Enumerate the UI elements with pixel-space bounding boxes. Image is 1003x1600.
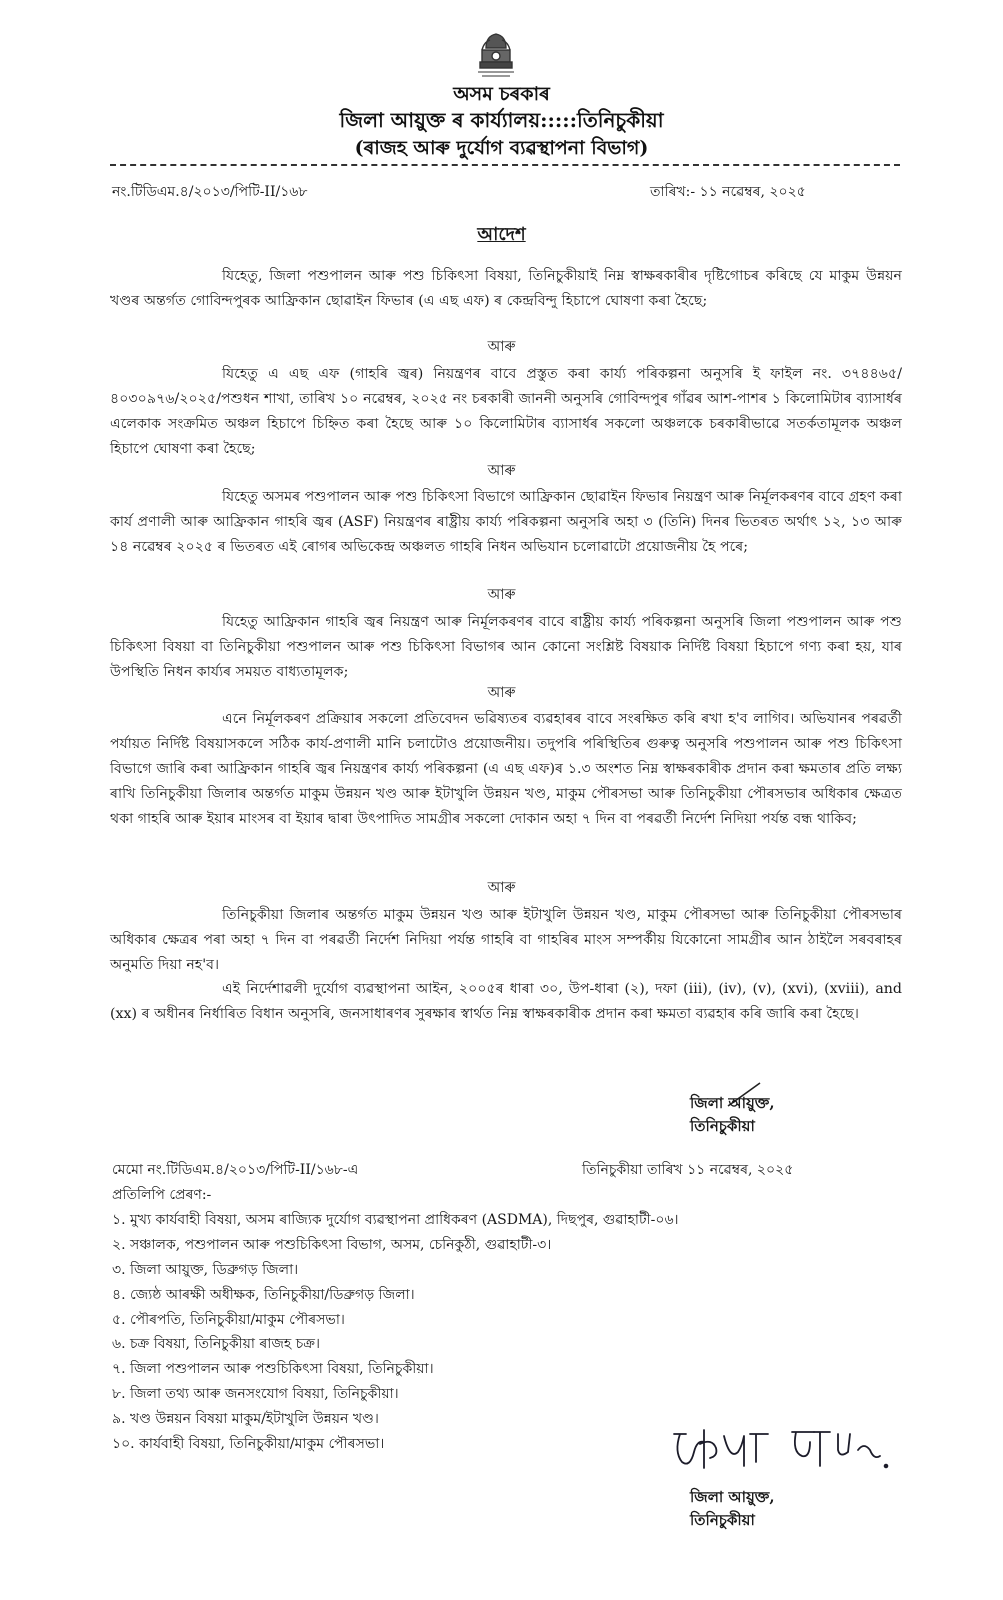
memo-number: মেমো নং.টিডিএম.৪/২০১৩/পিটি-II/১৬৮-এ [112, 1162, 359, 1178]
state-emblem-icon [470, 26, 522, 82]
conjunction-5: আৰু [487, 880, 516, 896]
list-item: ৯. খণ্ড উন্নয়ন বিষয়া মাকুম/ইটাখুলি উন্নয়ন খণ্ড। [112, 1411, 379, 1428]
list-item: ১০. কাৰ্যবাহী বিষয়া, তিনিচুকীয়া/মাকুম পৌৰসভা। [112, 1436, 385, 1453]
signatory-place: তিনিচুকীয়া [690, 1117, 755, 1135]
paragraph-4: যিহেতু আফ্ৰিকান গাহৰি জ্বৰ নিয়ন্ত্ৰণ আৰু নিৰ্মূলকৰণৰ বাবে ৰাষ্ট্ৰীয় কাৰ্য্য পৰিকল্পনা অনুসৰি জিলা পশুপালন আৰু পশু চিকিৎসা বিষয়া বা তিনিচুকীয়া পশুপালন আৰু পশু চিকিৎসা বিভাগৰ আন কোনো সংশ্লিষ্ট বিষয়াক নিৰ্দিষ্ট বিষয়া হিচাপে গণ্য কৰা হয়, যাৰ উপস্থিতি নিধন কাৰ্য্যৰ সময়ত বাধ্যতামূলক; [110, 614, 902, 680]
list-item: ২. সঞ্চালক, পশুপালন আৰু পশুচিকিৎসা বিভাগ, অসম, চেনিকুঠী, গুৱাহাটী-৩। [112, 1236, 552, 1253]
list-item: ৩. জিলা আয়ুক্ত, ডিব্ৰুগড় জিলা। [112, 1261, 299, 1278]
list-item: ৬. চক্ৰ বিষয়া, তিনিচুকীয়া ৰাজহ চক্ৰ। [112, 1336, 320, 1353]
copy-to-title: প্ৰতিলিপি প্ৰেৰণ:- [112, 1187, 212, 1203]
paragraph-7: এই নিৰ্দেশাৱলী দুৰ্যোগ ব্যৱস্থাপনা আইন, ২০০৫ৰ ধাৰা ৩০, উপ-ধাৰা (২), দফা (iii), (iv), (v), (xvi), (xviii), and (xx) ৰ অধীনৰ নিৰ্ধাৰিত বিধান অনুসৰি, জনসাধাৰণৰ সুৰক্ষাৰ স্বাৰ্থত নিম্ন স্বাক্ষৰকাৰীক প্ৰদান কৰা ক্ষমতা ব্যৱহাৰ কৰি জাৰি কৰা হৈছে। [110, 981, 902, 1022]
header-divider [110, 164, 900, 166]
reference-number: নং.টিডিএম.৪/২০১৩/পিটি-II/১৬৮ [112, 184, 308, 200]
handwritten-signature [664, 1422, 900, 1480]
list-item: ৭. জিলা পশুপালন আৰু পশুচিকিৎসা বিষয়া, তিনিচুকীয়া। [112, 1361, 434, 1378]
paragraph-2: যিহেতু এ এছ এফ (গাহৰি জ্বৰ) নিয়ন্ত্ৰণৰ বাবে প্ৰস্তুত কৰা কাৰ্য্য পৰিকল্পনা অনুসৰি ই ফাইল নং. ৩৭৪৪৬৫/ ৪০৩০৯৭৬/২০২৫/পশুধন শাখা, তাৰিখ ১০ নৱেম্বৰ, ২০২৫ নং চৰকাৰী জাননী অনুসৰি গোবিন্দপুৰ গাঁৱৰ আশ-পাশৰ ১ কিলোমিটাৰ ব্যাসাৰ্ধৰ এলেকাক সংক্ৰমিত অঞ্চল হিচাপে চিহ্নিত কৰা হৈছে আৰু ১০ কিলোমিটাৰ ব্যাসাৰ্ধৰ সকলো অঞ্চলকে চৰকাৰীভাৱে সতৰ্কতামূলক অঞ্চল হিচাপে ঘোষণা কৰা হৈছে; [110, 366, 902, 457]
paragraph-6: তিনিচুকীয়া জিলাৰ অন্তৰ্গত মাকুম উন্নয়ন খণ্ড আৰু ইটাখুলি উন্নয়ন খণ্ড, মাকুম পৌৰসভা আৰু তিনিচুকীয়া পৌৰসভাৰ অধিকাৰ ক্ষেত্ৰৰ পৰা অহা ৭ দিন বা পৰৱৰ্তী নিৰ্দেশ নিদিয়া পৰ্যন্ত গাহৰি বা গাহৰিৰ মাংস সম্পৰ্কীয় যিকোনো সামগ্ৰীৰ আন ঠাইলৈ সৰবৰাহৰ অনুমতি দিয়া নহ'ব। [110, 907, 902, 973]
list-item: ১. মুখ্য কাৰ্যবাহী বিষয়া, অসম ৰাজ্যিক দুৰ্যোগ ব্যৱস্থাপনা প্ৰাধিকৰণ (ASDMA), দিছপুৰ, গুৱাহাটী-০৬। [112, 1212, 679, 1228]
order-title: আদেশ [477, 224, 526, 245]
paragraph-5: এনে নিৰ্মূলকৰণ প্ৰক্ৰিয়াৰ সকলো প্ৰতিবেদন ভৱিষ্যতৰ ব্যৱহাৰৰ বাবে সংৰক্ষিত কৰি ৰখা হ'ব লাগিব। অভিযানৰ পৰৱৰ্তী পৰ্যায়ত নিৰ্দিষ্ট বিষয়াসকলে সঠিক কাৰ্য-প্ৰণালী মানি চলাটোও প্ৰয়োজনীয়। তদুপৰি পৰিস্থিতিৰ গুৰুত্ব অনুসৰি পশুপালন আৰু পশু চিকিৎসা বিভাগে জাৰি কৰা আফ্ৰিকান গাহৰি জ্বৰ নিয়ন্ত্ৰণৰ কাৰ্য্য পৰিকল্পনা (এ এছ এফ)ৰ ১.৩ অংশত নিম্ন স্বাক্ষৰকাৰীক প্ৰদান কৰা ক্ষমতাৰ প্ৰতি লক্ষ্য ৰাখি তিনিচুকীয়া জিলাৰ অন্তৰ্গত মাকুম উন্নয়ন খণ্ড আৰু ইটাখুলি উন্নয়ন খণ্ড, মাকুম পৌৰসভা আৰু তিনিচুকীয়া পৌৰসভাৰ অধিকাৰ ক্ষেত্ৰত থকা গাহৰি আৰু ইয়াৰ মাংসৰ বা ইয়াৰ দ্বাৰা উৎপাদিত সামগ্ৰীৰ সকলো দোকান অহা ৭ দিন বা পৰৱৰ্তী নিৰ্দেশ নিদিয়া পৰ্যন্ত বন্ধ থাকিব; [110, 711, 902, 827]
memo-date: তিনিচুকীয়া তাৰিখ ১১ নৱেম্বৰ, ২০২৫ [582, 1162, 794, 1178]
conjunction-2: আৰু [487, 463, 516, 479]
list-item: ৮. জিলা তথ্য আৰু জনসংযোগ বিষয়া, তিনিচুকীয়া। [112, 1386, 399, 1403]
office-name: জিলা আয়ুক্ত ৰ কাৰ্য্যালয়:::::তিনিচুকীয়া [339, 108, 664, 132]
government-name: অসম চৰকাৰ [453, 83, 550, 105]
department-name: (ৰাজহ আৰু দুৰ্যোগ ব্যৱস্থাপনা বিভাগ) [354, 137, 649, 159]
signatory-place-bottom: তিনিচুকীয়া [690, 1511, 755, 1529]
paragraph-3: যিহেতু অসমৰ পশুপালন আৰু পশু চিকিৎসা বিভাগে আফ্ৰিকান ছোৱাইন ফিভাৰ নিয়ন্ত্ৰণ আৰু নিৰ্মূলকৰণৰ বাবে গ্ৰহণ কৰা কাৰ্য প্ৰণালী আৰু আফ্ৰিকান গাহৰি জ্বৰ (ASF) নিয়ন্ত্ৰণৰ ৰাষ্ট্ৰীয় কাৰ্য্য পৰিকল্পনা অনুসৰি অহা ৩ (তিনি) দিনৰ ভিতৰত অৰ্থাৎ ১২, ১৩ আৰু ১৪ নৱেম্বৰ ২০২৫ ৰ ভিতৰত এই ৰোগৰ অভিকেন্দ্ৰ অঞ্চলত গাহৰি নিধন অভিযান চলোৱাটো প্ৰয়োজনীয় হৈ পৰে; [110, 489, 902, 555]
copy-to-list [112, 1208, 679, 1457]
list-item: ৪. জ্যেষ্ঠ আৰক্ষী অধীক্ষক, তিনিচুকীয়া/ডিব্ৰুগড় জিলা। [112, 1286, 415, 1303]
order-date: তাৰিখ:- ১১ নৱেম্বৰ, ২০২৫ [650, 184, 806, 200]
signatory-title: জিলা আয়ুক্ত, [690, 1094, 775, 1112]
paragraph-1: যিহেতু, জিলা পশুপালন আৰু পশু চিকিৎসা বিষয়া, তিনিচুকীয়াই নিম্ন স্বাক্ষৰকাৰীৰ দৃষ্টিগোচৰ কৰিছে যে মাকুম উন্নয়ন খণ্ডৰ অন্তৰ্গত গোবিন্দপুৰক আফ্ৰিকান ছোৱাইন ফিভাৰ (এ এছ এফ) ৰ কেন্দ্ৰবিন্দু হিচাপে ঘোষণা কৰা হৈছে; [110, 268, 902, 309]
conjunction-4: আৰু [487, 685, 516, 701]
conjunction-3: আৰু [487, 587, 516, 603]
conjunction-1: আৰু [487, 339, 516, 355]
signatory-title-bottom: জিলা আয়ুক্ত, [690, 1488, 775, 1506]
list-item: ৫. পৌৰপতি, তিনিচুকীয়া/মাকুম পৌৰসভা। [112, 1311, 345, 1328]
